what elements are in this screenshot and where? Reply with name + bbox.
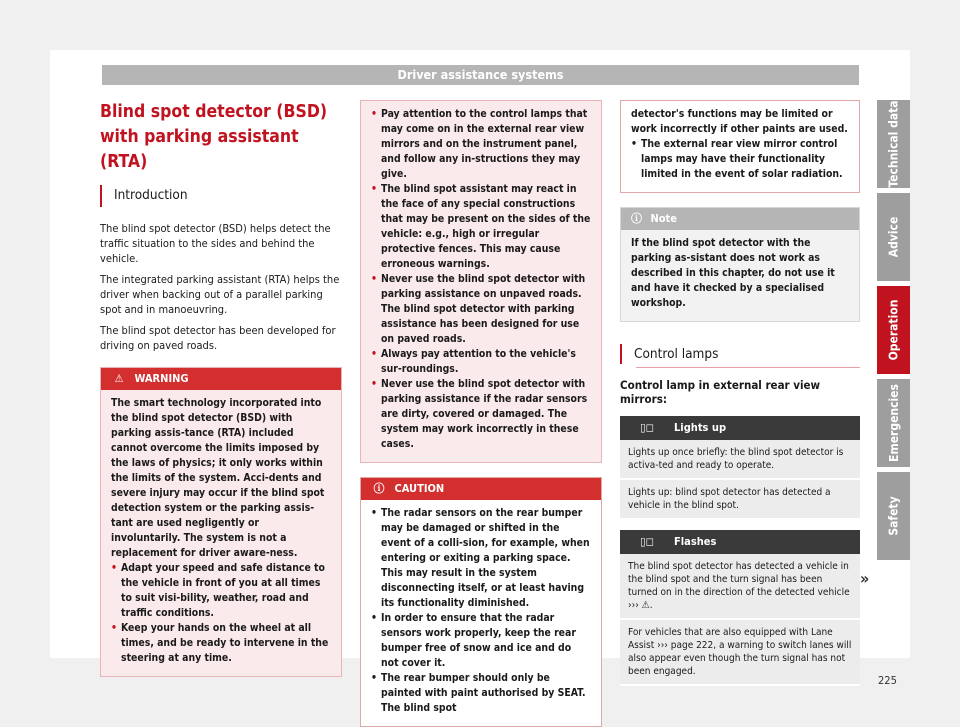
- warning-bullet: • Adapt your speed and safe distance to the vehicle in front of you at all times to suit visi-bility, weather, road and traffic conditions.: [111, 562, 325, 619]
- lamp-table-lights-up: [620, 416, 860, 520]
- warning-bullet: • The blind spot assistant may react in the face of any special constructions that may be present on the sides of the vehicle: e.g., high or irregular protective fences. This may cause erroneous warnings.: [371, 183, 591, 270]
- tab-advice[interactable]: Advice: [877, 193, 910, 281]
- intro-paragraph-2: The integrated parking assistant (RTA) helps the driver when backing out of a parallel parking spot and in manoeuvring.: [100, 273, 340, 316]
- lamp-table-header: Lights up: [674, 421, 727, 434]
- note-header: ⓘ Note: [621, 208, 859, 230]
- warning-text: The smart technology incorporated into the blind spot detector (BSD) with parking assis-tance (RTA) included cannot overcome the limits imposed by the laws of physics; it only works within the limits of the system. Acci-dents and severe injury may occur if the blind spot detection system or the parking assis-tant are used negligently or involuntarily. The system is not a replacement for driver aware-ness.: [111, 397, 325, 559]
- tab-safety[interactable]: Safety: [877, 472, 910, 560]
- warning-bullet: • Keep your hands on the wheel at all times, and be ready to intervene in the steering at any time.: [111, 622, 329, 664]
- caution-bullet: • The external rear view mirror control lamps may have their functionality limited in the event of solar radiation.: [631, 138, 843, 180]
- caution-body: [361, 500, 601, 726]
- caution-body-continued: [621, 101, 859, 192]
- lamp-table-row: Lights up: blind spot detector has detected a vehicle in the blind spot.: [620, 480, 860, 520]
- lamp-table-row: Lights up once briefly: the blind spot detector is activa-ted and ready to operate.: [620, 440, 860, 480]
- chapter-header: Driver assistance systems: [102, 65, 859, 85]
- lamp-table-header: Flashes: [674, 535, 717, 548]
- caution-box: [360, 477, 602, 727]
- mirror-lamp-icon: ▯◻: [640, 535, 654, 548]
- warning-box-continued: [360, 100, 602, 463]
- warning-bullet: • Never use the blind spot detector with parking assistance on unpaved roads. The blind spot detector with parking assistance has been designed for use on paved roads.: [371, 273, 586, 345]
- tab-technical-data[interactable]: Technical data: [877, 100, 910, 188]
- lamp-table-flashes: [620, 530, 860, 686]
- note-body: If the blind spot detector with the parking as-sistant does not work as described in this chapter, do not use it and have it checked by a specialised workshop.: [631, 237, 835, 309]
- warning-body: [101, 390, 341, 676]
- caution-header: ⓘ CAUTION: [361, 478, 601, 500]
- warning-bullet: • Pay attention to the control lamps that may come on in the external rear view mirrors and on the instrument panel, and follow any in-structions they may give.: [371, 108, 588, 180]
- note-box: [620, 207, 860, 322]
- mirror-lamp-icon: ▯◻: [640, 421, 654, 434]
- info-icon: ⓘ: [631, 212, 642, 225]
- caution-box-continued: [620, 100, 860, 193]
- warning-header: ⚠ WARNING: [101, 368, 341, 390]
- caution-bullet: • The radar sensors on the rear bumper may be damaged or shifted in the event of a colli-sion, for example, when entering or exiting a parking space. This may result in the system disconnecting itself, or at least having its functionality diminished.: [371, 507, 590, 609]
- section-subtitle: Introduction: [100, 185, 342, 207]
- page-title: Blind spot detector (BSD) with parking assistant (RTA): [100, 102, 328, 172]
- page-number: 225: [878, 674, 897, 687]
- warning-bullet: • Always pay attention to the vehicle's sur-roundings.: [371, 348, 576, 375]
- warning-bullet: • Never use the blind spot detector with parking assistance if the radar sensors are dirty, covered or damaged. The system may work incorrectly in these cases.: [371, 378, 588, 450]
- column-2: [360, 100, 602, 727]
- control-lamps-subhead: Control lamp in external rear view mirrors:: [620, 378, 821, 406]
- warning-body-continued: [361, 101, 601, 462]
- tab-operation[interactable]: Operation: [877, 286, 910, 374]
- warning-box: [100, 367, 342, 677]
- lamp-table-row: The blind spot detector has detected a vehicle in the blind spot and the turn signal has been turned on in the direction of the detected vehicle ››› ⚠.: [620, 554, 860, 620]
- caution-continued-text: detector's functions may be limited or work incorrectly if other paints are used.: [631, 108, 848, 135]
- control-lamps-title: Control lamps: [620, 344, 860, 364]
- intro-paragraph-1: The blind spot detector (BSD) helps detect the traffic situation to the sides and behind the vehicle.: [100, 222, 331, 265]
- lamp-table-row: For vehicles that are also equipped with Lane Assist ››› page 222, a warning to switch lanes will also appear even though the turn signal has not been engaged.: [620, 620, 860, 686]
- continue-marker: »: [860, 569, 870, 588]
- caution-bullet: • In order to ensure that the radar sensors work properly, keep the rear bumper free of snow and ice and do not cover it.: [371, 612, 576, 669]
- intro-paragraph-3: The blind spot detector has been developed for driving on paved roads.: [100, 324, 336, 352]
- tab-emergencies[interactable]: Emergencies: [877, 379, 910, 467]
- chapter-tabs: [877, 100, 910, 565]
- caution-circle-icon: ⓘ: [373, 482, 385, 495]
- caution-bullet: • The rear bumper should only be painted with paint authorised by SEAT. The blind spot: [371, 672, 586, 714]
- column-1: [100, 100, 342, 677]
- column-3: [620, 100, 860, 696]
- warning-triangle-icon: ⚠: [114, 372, 124, 385]
